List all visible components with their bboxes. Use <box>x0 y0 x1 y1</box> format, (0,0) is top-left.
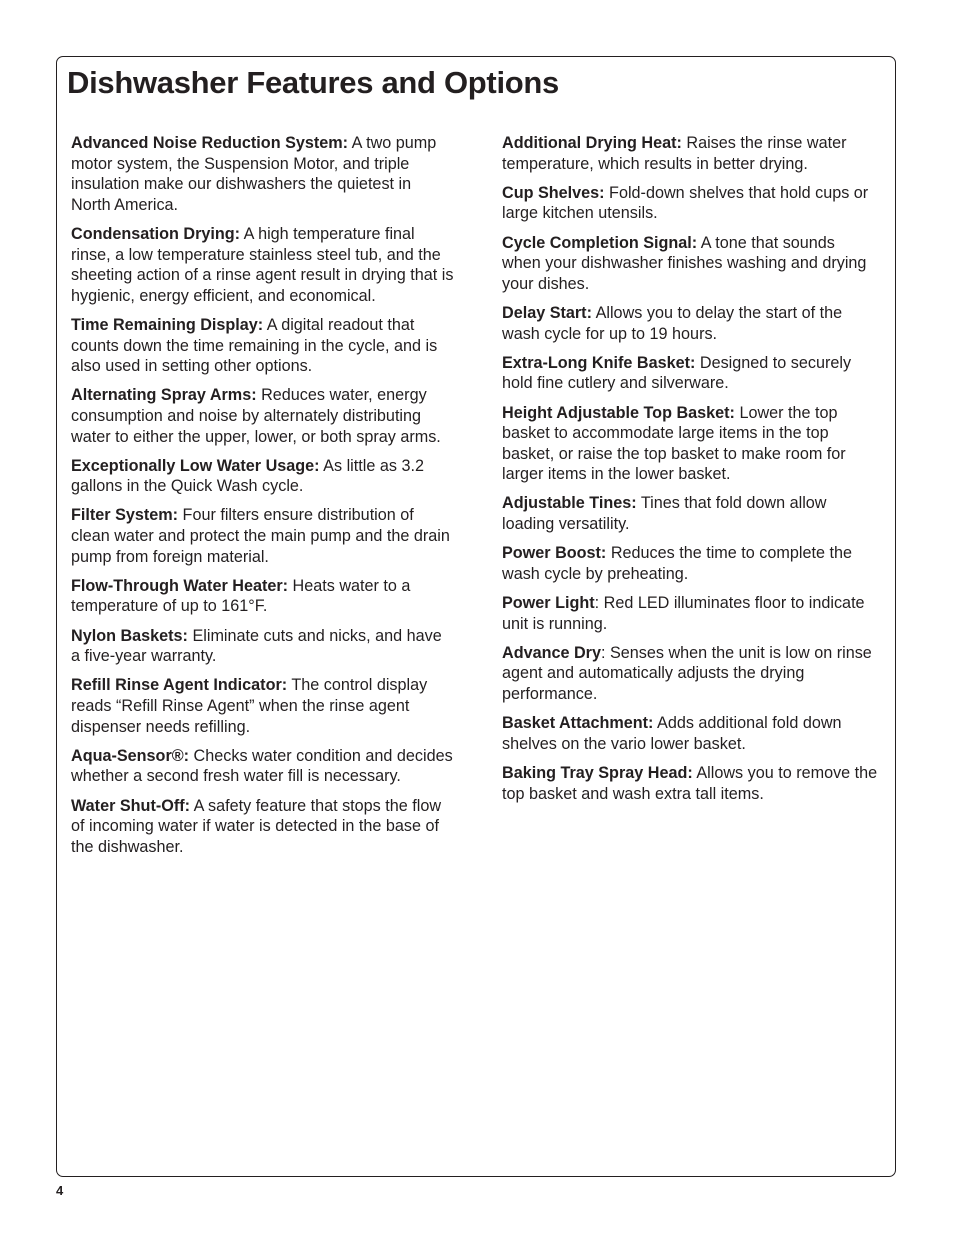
feature-description: Allows you to delay the start of the wash cycle for up to 19 hours. <box>502 303 843 343</box>
feature-name: Filter System: <box>71 506 179 525</box>
features-left-column <box>71 133 455 866</box>
feature-description: Checks water condition and decides whether a second fresh water fill is necessary. <box>71 746 453 786</box>
feature-description: Four filters ensure distribution of clean water and protect the main pump and the drain pump from foreign material. <box>71 506 450 566</box>
feature-baking-tray-spray-head <box>502 763 878 804</box>
feature-description: A safety feature that stops the flow of incoming water if water is detected in the base of the dishwasher. <box>71 796 442 856</box>
feature-description: A tone that sounds when your dishwasher finishes washing and drying your dishes. <box>502 233 867 293</box>
feature-name: Advanced Noise Reduction System: <box>71 134 349 152</box>
feature-description: A digital readout that counts down the time remaining in the cycle, and is also used in setting other options. <box>71 315 438 376</box>
feature-cycle-completion-signal <box>502 233 878 295</box>
feature-name: Advance Dry <box>502 643 601 662</box>
page-number: 4 <box>56 1183 64 1198</box>
feature-flow-through-water-heater <box>71 576 455 617</box>
feature-description: Allows you to remove the top basket and wash extra tall items. <box>502 763 878 803</box>
feature-water-shut-off <box>71 796 455 858</box>
feature-description: Fold-down shelves that hold cups or large kitchen utensils. <box>502 183 869 223</box>
feature-advance-dry <box>502 643 878 705</box>
feature-additional-drying-heat <box>502 133 878 174</box>
feature-name: Exceptionally Low Water Usage: <box>71 456 320 475</box>
feature-name: Basket Attachment: <box>502 714 654 733</box>
feature-refill-rinse-agent-indicator <box>71 675 455 737</box>
feature-time-remaining-display <box>71 315 455 377</box>
feature-name: Additional Drying Heat: <box>502 134 682 152</box>
feature-low-water-usage <box>71 456 455 497</box>
feature-name: Condensation Drying: <box>71 224 241 243</box>
feature-description: : Senses when the unit is low on rinse agent and automatically adjusts the drying performance. <box>502 643 872 703</box>
feature-description: Tines that fold down allow loading versatility. <box>502 494 827 534</box>
feature-name: Alternating Spray Arms: <box>71 386 257 405</box>
feature-name: Aqua-Sensor®: <box>71 746 190 765</box>
feature-description: Reduces the time to complete the wash cycle by preheating. <box>502 544 852 583</box>
feature-name: Cycle Completion Signal: <box>502 233 698 252</box>
feature-aqua-sensor <box>71 746 455 787</box>
feature-name: Extra-Long Knife Basket: <box>502 353 696 372</box>
feature-description: A two pump motor system, the Suspension Motor, and triple insulation make our dishwashers the quietest in North America. <box>71 134 437 214</box>
feature-advanced-noise-reduction <box>71 133 455 215</box>
feature-name: Time Remaining Display: <box>71 315 264 334</box>
feature-description: Heats water to a temperature of up to 161°F. <box>71 576 411 616</box>
page-title: Dishwasher Features and Options <box>67 65 559 100</box>
feature-description: : Red LED illuminates floor to indicate unit is running. <box>502 594 865 633</box>
feature-extra-long-knife-basket <box>502 353 878 394</box>
feature-nylon-baskets <box>71 626 455 667</box>
feature-description: As little as 3.2 gallons in the Quick Wash cycle. <box>71 456 424 496</box>
feature-name: Height Adjustable Top Basket: <box>502 403 735 422</box>
feature-description: The control display reads “Refill Rinse Agent” when the rinse agent dispenser needs refilling. <box>71 676 428 736</box>
feature-condensation-drying <box>71 224 455 306</box>
features-right-column <box>502 133 878 813</box>
feature-height-adjustable-top-basket <box>502 403 878 485</box>
feature-name: Adjustable Tines: <box>502 494 637 513</box>
feature-name: Flow-Through Water Heater: <box>71 576 289 595</box>
feature-name: Baking Tray Spray Head: <box>502 763 693 782</box>
feature-description: Eliminate cuts and nicks, and have a five-year warranty. <box>71 626 442 666</box>
feature-basket-attachment <box>502 713 878 754</box>
feature-name: Power Boost: <box>502 544 607 563</box>
feature-description: Adds additional fold down shelves on the vario lower basket. <box>502 714 842 753</box>
feature-name: Delay Start: <box>502 303 592 322</box>
feature-name: Power Light <box>502 594 595 613</box>
feature-name: Cup Shelves: <box>502 183 605 202</box>
feature-description: Lower the top basket to accommodate large items in the top basket, or raise the top basket to make room for larger items in the lower basket. <box>502 403 846 484</box>
feature-description: Raises the rinse water temperature, which results in better drying. <box>502 134 847 173</box>
feature-adjustable-tines <box>502 493 878 534</box>
feature-filter-system <box>71 505 455 567</box>
feature-cup-shelves <box>502 183 878 224</box>
feature-name: Refill Rinse Agent Indicator: <box>71 676 288 695</box>
feature-name: Water Shut-Off: <box>71 796 190 815</box>
feature-description: Reduces water, energy consumption and noise by alternately distributing water to either the upper, lower, or both spray arms. <box>71 386 441 446</box>
feature-power-light <box>502 593 878 634</box>
feature-name: Nylon Baskets: <box>71 626 188 645</box>
feature-description: Designed to securely hold fine cutlery and silverware. <box>502 353 852 393</box>
feature-description: A high temperature final rinse, a low temperature stainless steel tub, and the sheeting action of a rinse agent result in drying that is hygienic, energy efficient, and economical. <box>71 224 454 305</box>
feature-power-boost <box>502 543 878 584</box>
feature-delay-start <box>502 303 878 344</box>
feature-alternating-spray-arms <box>71 385 455 447</box>
